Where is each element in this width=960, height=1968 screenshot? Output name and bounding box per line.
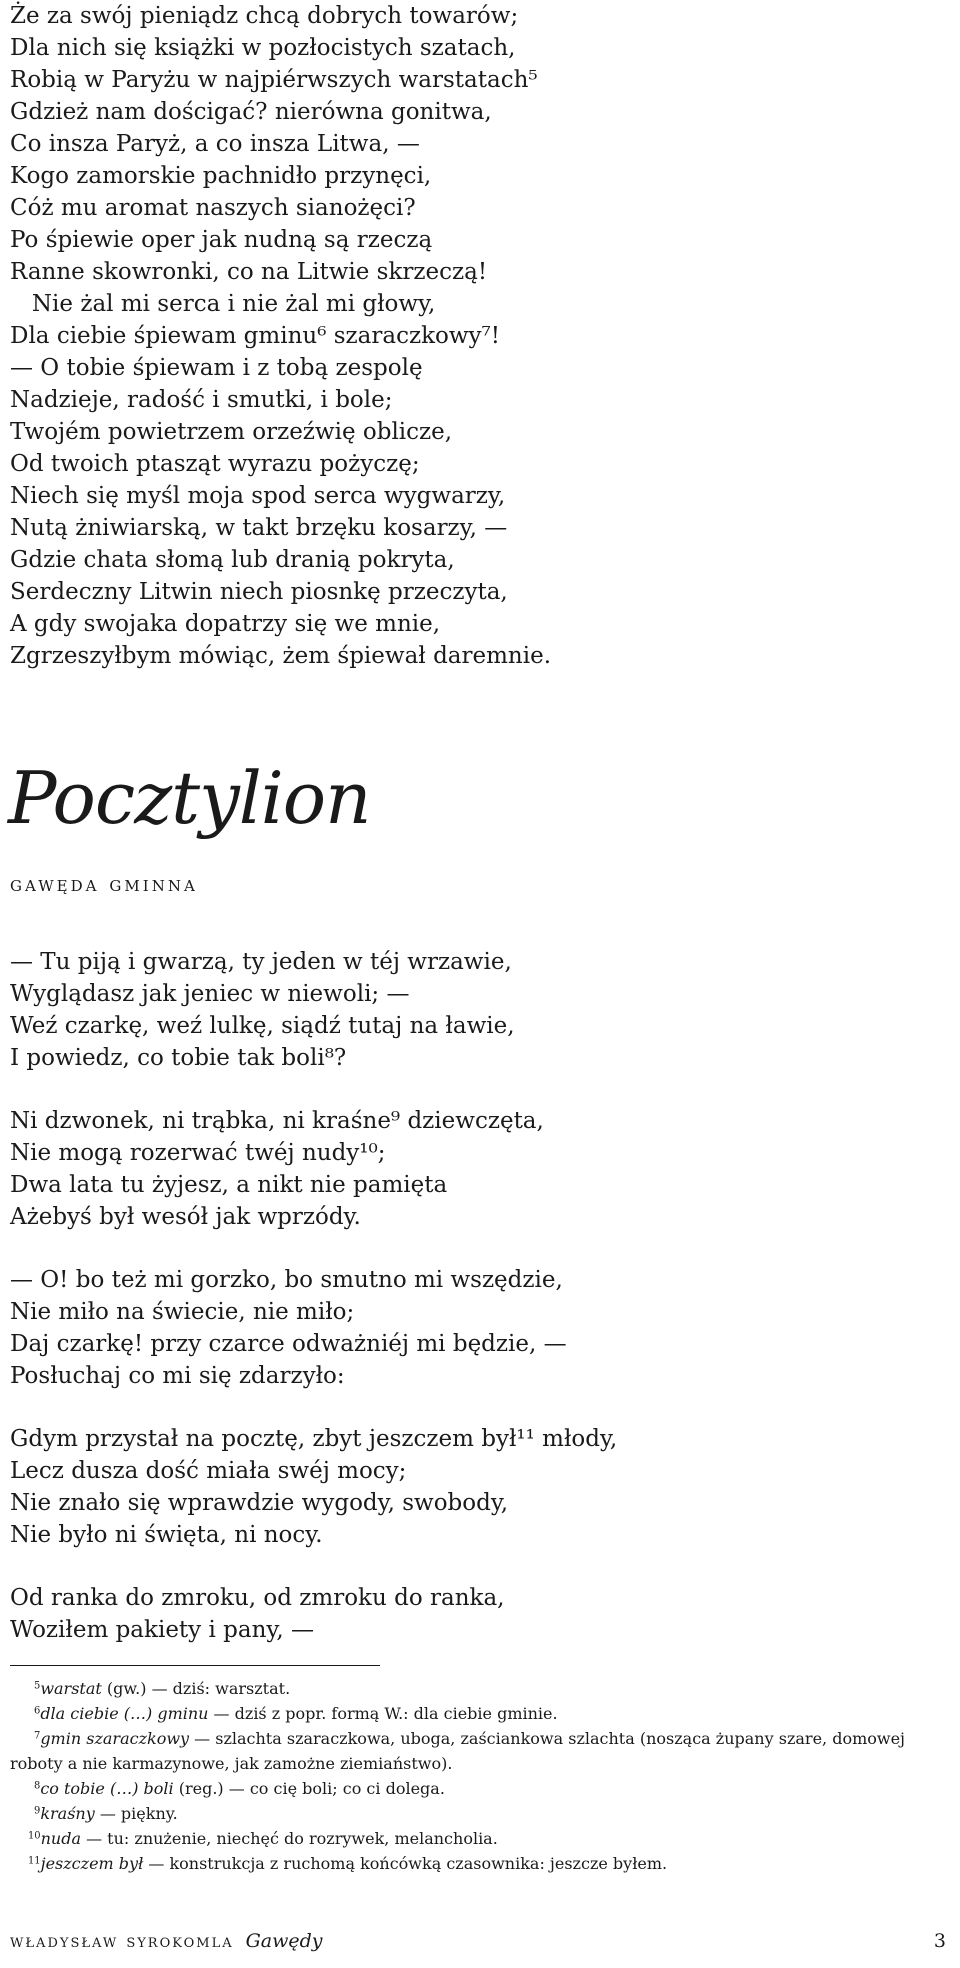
footnote [10,1701,946,1726]
verse-line: Dwa lata tu żyjesz, a nikt nie pamięta [10,1172,448,1198]
verse-line: Od twoich ptasząt wyrazu pożyczę; [10,451,420,477]
verse-line: Dla ciebie śpiewam gminu⁶ szaraczkowy⁷! [10,323,500,349]
verse-line: Gdzie chata słomą lub dranią pokryta, [10,547,455,573]
verse-line: Woziłem pakiety i pany, — [10,1617,314,1643]
footnote-text: (reg.) — co cię boli; co ci dolega. [173,1779,445,1798]
verse-line: Kogo zamorskie pachnidło przynęci, [10,163,432,189]
footnote-number: 5 [34,1680,41,1692]
stanza-2 [10,1105,950,1233]
verse-line: — O tobie śpiewam i z tobą zespolę [10,355,423,381]
verse-line: Nie było ni święta, ni nocy. [10,1522,323,1548]
verse-line: Ni dzwonek, ni trąbka, ni kraśne⁹ dziewczęta, [10,1108,544,1134]
verse-line: Gdym przystał na pocztę, zbyt jeszczem był¹¹ młody, [10,1426,618,1452]
verse-line: Po śpiewie oper jak nudną są rzeczą [10,227,433,253]
verse-line: Nie żal mi serca i nie żal mi głowy, [10,291,436,317]
footnote-term: gmin szaraczkowy [40,1729,190,1748]
poem-title: Pocztylion [8,756,371,840]
verse-line: Ranne skowronki, co na Litwie skrzeczą! [10,259,488,285]
verse-line: Ażebyś był wesół jak wprzódy. [10,1204,361,1230]
verse-line: Co insza Paryż, a co insza Litwa, — [10,131,420,157]
footnote-text: — konstrukcja z ruchomą końcówką czasownika: jeszcze byłem. [143,1854,668,1873]
stanza-3 [10,1264,950,1392]
verse-line: Dla nich się książki w pozłocistych szatach, [10,35,516,61]
stanza-4 [10,1423,950,1551]
verse-line: Wyglądasz jak jeniec w niewoli; — [10,981,410,1007]
footnotes [10,1676,946,1876]
verse-line: Daj czarkę! przy czarce odważniéj mi będzie, — [10,1331,567,1357]
verse-line: Cóż mu aromat naszych sianożęci? [10,195,416,221]
footnote-term: warstat [40,1679,102,1698]
footnote-number: 11 [28,1855,41,1867]
footnote-number: 6 [34,1705,41,1717]
footnote-divider [10,1665,380,1666]
verse-line: Nie mogą rozerwać twéj nudy¹⁰; [10,1140,386,1166]
intro-stanza [10,0,950,672]
verse-line: Lecz dusza dość miała swéj mocy; [10,1458,407,1484]
verse-line: Nadzieje, radość i smutki, i bole; [10,387,393,413]
footnote-text: — szlachta szaraczkowa, uboga, zaściankowa szlachta (nosząca żupany szare, domowej roboty a nie karmazynowe, jak zamożne ziemiaństwo). [10,1729,906,1773]
footnote-text: — tu: znużenie, niechęć do rozrywek, melancholia. [81,1829,498,1848]
footnote-number: 9 [34,1805,41,1817]
verse-line: Weź czarkę, weź lulkę, siądź tutaj na ławie, [10,1013,515,1039]
verse-line: I powiedz, co tobie tak boli⁸? [10,1045,347,1071]
verse-line: — Tu piją i gwarzą, ty jeden w téj wrzawie, [10,949,512,975]
page-footer [10,1928,946,1954]
poem-subtitle: gawęda gminna [10,872,198,897]
footnote-number: 7 [34,1730,41,1742]
footnote [10,1851,946,1876]
running-footer [10,1928,323,1954]
verse-line: Robią w Paryżu w najpiérwszych warstatach⁵ [10,67,538,93]
footer-book-title: Gawędy [245,1930,323,1952]
verse-line: Gdzież nam dościgać? nierówna gonitwa, [10,99,492,125]
verse-line: Twojém powietrzem orzeźwię oblicze, [10,419,453,445]
footnote [10,1676,946,1701]
footnote-text: — piękny. [94,1804,178,1823]
footnote-text: (gw.) — dziś: warsztat. [101,1679,291,1698]
footnote-text: — dziś z popr. formą W.: dla ciebie gminie. [208,1704,558,1723]
footnote [10,1726,946,1776]
stanza-1 [10,946,950,1074]
verse-line: Serdeczny Litwin niech piosnkę przeczyta, [10,579,508,605]
verse-line: Zgrzeszyłbym mówiąc, żem śpiewał daremnie. [10,643,552,669]
verse-line: Nutą żniwiarską, w takt brzęku kosarzy, — [10,515,508,541]
verse-line: Od ranka do zmroku, od zmroku do ranka, [10,1585,505,1611]
verse-line: Niech się myśl moja spod serca wygwarzy, [10,483,506,509]
stanza-5 [10,1582,950,1646]
footnote-term: dla ciebie (…) gminu [40,1704,209,1723]
footnote-term: nuda [40,1829,81,1848]
verse-line: A gdy swojaka dopatrzy się we mnie, [10,611,441,637]
footnote-number: 8 [34,1780,41,1792]
footnote-number: 10 [28,1830,41,1842]
verse-line: Posłuchaj co mi się zdarzyło: [10,1363,345,1389]
page-number: 3 [933,1930,946,1952]
footnote [10,1801,946,1826]
verse-line: Że za swój pieniądz chcą dobrych towarów; [10,3,519,29]
verse-line: Nie miło na świecie, nie miło; [10,1299,355,1325]
footnote [10,1776,946,1801]
footer-author: władysław syrokomla [10,1930,234,1952]
verse-line: Nie znało się wprawdzie wygody, swobody, [10,1490,509,1516]
verse-line: — O! bo też mi gorzko, bo smutno mi wszędzie, [10,1267,563,1293]
footnote-term: co tobie (…) boli [40,1779,174,1798]
footnote-term: jeszczem był [40,1854,144,1873]
footnote [10,1826,946,1851]
footnote-term: kraśny [40,1804,95,1823]
